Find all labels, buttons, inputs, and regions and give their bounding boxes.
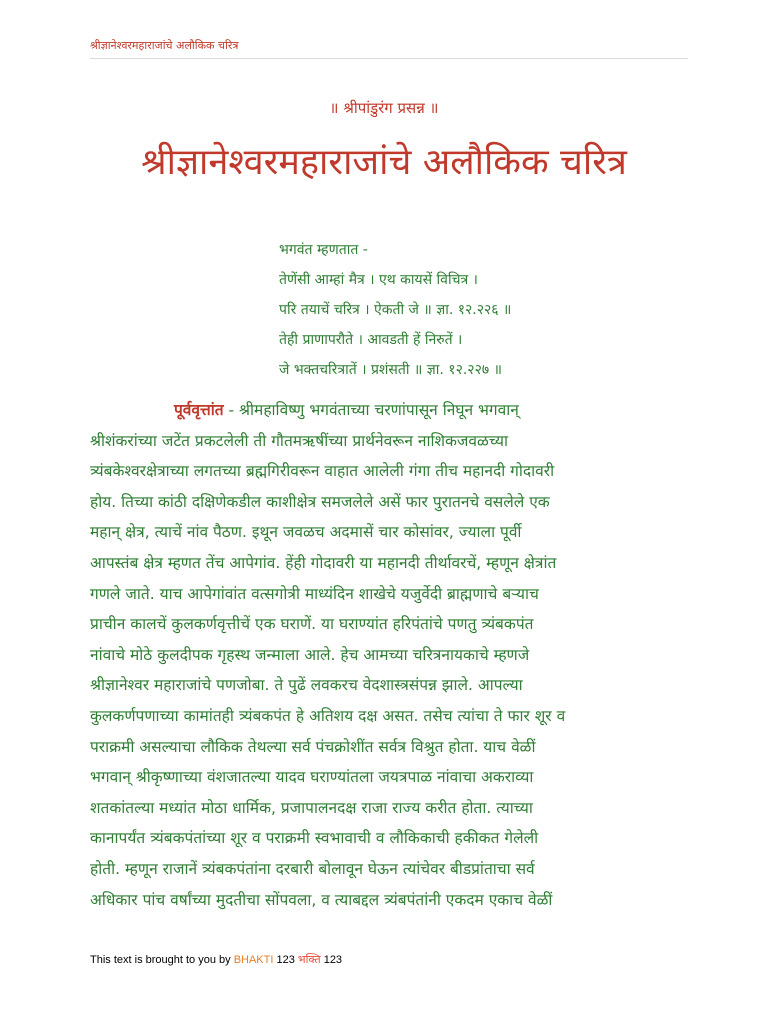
footer-number-2: 123	[320, 954, 343, 966]
running-header-title: श्रीज्ञानेश्वरमहाराजांचे अलौकिक चरित्र	[90, 39, 239, 52]
prose-line: पराक्रमी असल्याचा लौकिक तेथल्या सर्व पंचक्रोशींत सर्वत्र विश्रुत होता. याच वेळीं	[90, 737, 536, 756]
prose-line: श्रीशंकरांच्या जटेंत प्रकटलेली ती गौतमऋषींच्या प्रार्थनेवरून नाशिकजवळच्या	[90, 431, 508, 450]
prose-paragraph	[90, 395, 690, 915]
prose-line: होती. म्हणून राजानें त्र्यंबकपंतांना दरबारी बोलावून घेऊन त्यांचेवर बीडप्रांताचा सर्व	[90, 859, 535, 878]
prose-line: नांवाचे मोठे कुलदीपक गृहस्थ जन्माला आले. हेच आमच्या चरित्रनायकाचे म्हणजे	[90, 645, 530, 664]
prose-first-line-text: - श्रीमहाविष्णु भगवंताच्या चरणांपासून निघून भगवान्	[223, 401, 519, 419]
prose-line: श्रीज्ञानेश्वर महाराजांचे पणजोबा. ते पुढें लवकरच वेदशास्त्रसंपन्न झाले. आपल्या	[90, 676, 523, 695]
prose-line: कुलकर्णपणाच्या कामांतही त्र्यंबकपंत हे अतिशय दक्ष असत. तसेच त्यांचा ते फार शूर व	[90, 706, 566, 725]
page-title: श्रीज्ञानेश्वरमहाराजांचे अलौकिक चरित्र	[141, 142, 627, 183]
verse-line: परि तयाचें चरित्र । ऐकती जे ॥ ज्ञा. १२.२२६ ॥	[279, 302, 512, 318]
footer-prefix: This text is brought to you by	[90, 954, 234, 966]
prose-line: महान् क्षेत्र, त्याचें नांव पैठण. इथून जवळच अदमासें चार कोसांवर, ज्याला पूर्वी	[90, 523, 522, 542]
prose-line: त्र्यंबकेश्वरक्षेत्राच्या लगतच्या ब्रह्मगिरीवरून वाहात आलेली गंगा तीच महानदी गोदावरी	[90, 462, 555, 481]
prose-line: अधिकार पांच वर्षांच्या मुदतीचा सोंपवला, व त्याबद्दल त्र्यंबपंतांनी एकदम एकाच वेळीं	[90, 890, 553, 909]
footer-credit	[90, 952, 342, 967]
prose-line: कानापर्यंत त्र्यंबकपंतांच्या शूर व पराक्रमी स्वभावाची व लौकिकाची हकीकत गेलेली	[90, 829, 539, 848]
prose-line: होय. तिच्या कांठी दक्षिणेकडील काशीक्षेत्र समजलेले असें फार पुरातनचे वसलेले एक	[90, 492, 550, 511]
footer-number: 123	[273, 954, 298, 966]
header-divider	[90, 58, 688, 59]
prose-line: गणले जाते. याच आपेगांवांत वत्सगोत्री माध्यंदिन शाखेचे यजुर्वेदी ब्राह्मणाचे बऱ्याच	[90, 584, 539, 603]
verse-line: तेणेंसी आम्हां मैत्र । एथ कायसें विचित्र ।	[279, 272, 478, 288]
verse-line: जे भक्तचरित्रातें । प्रशंसती ॥ ज्ञा. १२.२२७ ॥	[279, 362, 502, 378]
verse-line: भगवंत म्हणतात -	[279, 242, 368, 258]
verse-line: तेही प्राणापरौते । आवडती हें निरुतें ।	[279, 332, 463, 348]
prose-line: आपस्तंब क्षेत्र म्हणत तेंच आपेगांव. हेंही गोदावरी या महानदी तीर्थावरचें, म्हणून क्षेत्रांत	[90, 553, 557, 572]
invocation-line: ॥ श्रीपांडुरंग प्रसन्न ॥	[329, 99, 439, 117]
prose-line: प्राचीन कालचें कुलकर्णवृत्तीचें एक घराणें. या घराण्यांत हरिपंतांचे पणतु त्र्यंबकपंत	[90, 615, 534, 634]
footer-brand-devanagari: भक्ति	[297, 954, 321, 966]
verse-block	[279, 235, 511, 385]
prose-line: भगवान् श्रीकृष्णाच्या वंशजातल्या यादव घराण्यांतला जयत्रपाळ नांवाचा अकराव्या	[90, 768, 534, 787]
prose-first-line	[90, 395, 690, 426]
prose-lead-word: पूर्ववृत्तांत	[174, 401, 224, 419]
prose-line: शतकांतल्या मध्यांत मोठा धार्मिक, प्रजापालनदक्ष राजा राज्य करीत होता. त्याच्या	[90, 798, 533, 817]
footer-brand: BHAKTI	[233, 954, 274, 966]
